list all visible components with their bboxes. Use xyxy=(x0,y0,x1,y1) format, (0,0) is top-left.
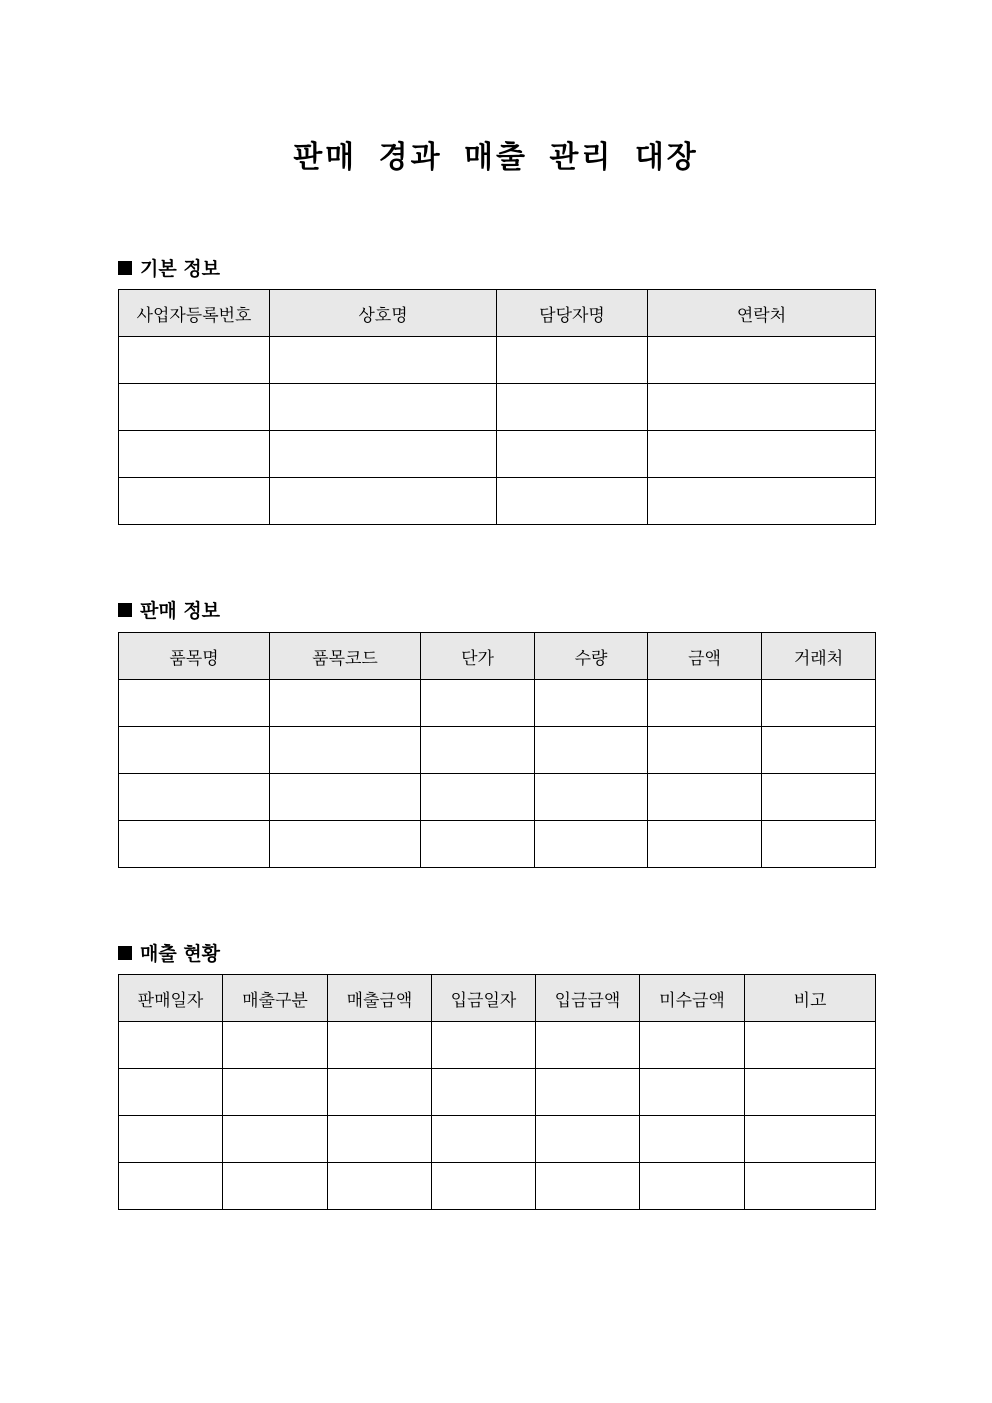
header-contact: 연락처 xyxy=(648,290,876,337)
table-row xyxy=(119,821,876,868)
table-row xyxy=(119,1022,876,1069)
section-heading-label: 매출 현황 xyxy=(140,943,221,965)
table-cell[interactable] xyxy=(223,1069,328,1116)
header-remarks: 비고 xyxy=(745,975,876,1022)
header-sale-amount: 매출금액 xyxy=(328,975,432,1022)
section-heading-label: 판매 정보 xyxy=(140,600,221,622)
revenue-status-table xyxy=(118,974,876,1210)
table-cell[interactable] xyxy=(762,727,876,774)
section-heading-basic xyxy=(118,254,220,281)
header-company-name: 상호명 xyxy=(270,290,497,337)
header-sale-type: 매출구분 xyxy=(223,975,328,1022)
table-cell[interactable] xyxy=(648,680,762,727)
table-cell[interactable] xyxy=(270,774,421,821)
table-cell[interactable] xyxy=(648,431,876,478)
table-cell[interactable] xyxy=(497,337,648,384)
header-item-name: 품목명 xyxy=(119,633,270,680)
table-cell[interactable] xyxy=(223,1116,328,1163)
table-cell[interactable] xyxy=(640,1069,745,1116)
table-cell[interactable] xyxy=(536,1069,640,1116)
table-cell[interactable] xyxy=(648,727,762,774)
table-cell[interactable] xyxy=(745,1022,876,1069)
table-row xyxy=(119,1069,876,1116)
header-deposit-date: 입금일자 xyxy=(432,975,536,1022)
table-cell[interactable] xyxy=(119,680,270,727)
table-cell[interactable] xyxy=(270,384,497,431)
table-cell[interactable] xyxy=(432,1116,536,1163)
table-row xyxy=(119,680,876,727)
table-cell[interactable] xyxy=(421,727,535,774)
table-cell[interactable] xyxy=(223,1163,328,1210)
table-cell[interactable] xyxy=(328,1069,432,1116)
table-cell[interactable] xyxy=(535,680,648,727)
table-cell[interactable] xyxy=(328,1163,432,1210)
table-cell[interactable] xyxy=(270,727,421,774)
header-quantity: 수량 xyxy=(535,633,648,680)
table-row xyxy=(119,384,876,431)
table-cell[interactable] xyxy=(640,1022,745,1069)
table-row xyxy=(119,337,876,384)
table-row xyxy=(119,727,876,774)
table-cell[interactable] xyxy=(762,680,876,727)
table-cell[interactable] xyxy=(119,1022,223,1069)
table-cell[interactable] xyxy=(119,727,270,774)
table-cell[interactable] xyxy=(497,478,648,525)
sales-info-table xyxy=(118,632,876,868)
table-cell[interactable] xyxy=(270,337,497,384)
table-cell[interactable] xyxy=(745,1116,876,1163)
table-header-row xyxy=(119,290,876,337)
table-cell[interactable] xyxy=(497,431,648,478)
table-cell[interactable] xyxy=(745,1069,876,1116)
table-cell[interactable] xyxy=(421,680,535,727)
table-cell[interactable] xyxy=(536,1116,640,1163)
table-row xyxy=(119,1163,876,1210)
table-cell[interactable] xyxy=(535,821,648,868)
table-cell[interactable] xyxy=(119,384,270,431)
table-cell[interactable] xyxy=(421,774,535,821)
black-square-icon xyxy=(118,946,132,960)
table-cell[interactable] xyxy=(328,1022,432,1069)
header-deposit-amount: 입금금액 xyxy=(536,975,640,1022)
table-cell[interactable] xyxy=(432,1069,536,1116)
header-manager-name: 담당자명 xyxy=(497,290,648,337)
table-cell[interactable] xyxy=(432,1022,536,1069)
table-cell[interactable] xyxy=(648,384,876,431)
table-cell[interactable] xyxy=(270,680,421,727)
table-cell[interactable] xyxy=(119,1116,223,1163)
table-cell[interactable] xyxy=(762,774,876,821)
table-cell[interactable] xyxy=(536,1022,640,1069)
section-heading-label: 기본 정보 xyxy=(140,258,221,280)
basic-info-table xyxy=(118,289,876,525)
table-header-row xyxy=(119,975,876,1022)
table-cell[interactable] xyxy=(432,1163,536,1210)
table-cell[interactable] xyxy=(640,1163,745,1210)
black-square-icon xyxy=(118,603,132,617)
table-cell[interactable] xyxy=(535,727,648,774)
table-cell[interactable] xyxy=(328,1116,432,1163)
table-cell[interactable] xyxy=(270,821,421,868)
table-cell[interactable] xyxy=(119,1069,223,1116)
table-cell[interactable] xyxy=(119,337,270,384)
table-cell[interactable] xyxy=(223,1022,328,1069)
header-sale-date: 판매일자 xyxy=(119,975,223,1022)
table-cell[interactable] xyxy=(119,478,270,525)
header-item-code: 품목코드 xyxy=(270,633,421,680)
table-cell[interactable] xyxy=(762,821,876,868)
table-cell[interactable] xyxy=(745,1163,876,1210)
table-row xyxy=(119,1116,876,1163)
table-header-row xyxy=(119,633,876,680)
table-cell[interactable] xyxy=(119,1163,223,1210)
black-square-icon xyxy=(118,261,132,275)
table-cell[interactable] xyxy=(648,478,876,525)
table-cell[interactable] xyxy=(119,774,270,821)
header-outstanding-amount: 미수금액 xyxy=(640,975,745,1022)
section-heading-sales xyxy=(118,596,220,623)
table-cell[interactable] xyxy=(497,384,648,431)
table-cell[interactable] xyxy=(270,431,497,478)
header-amount: 금액 xyxy=(648,633,762,680)
table-cell[interactable] xyxy=(536,1163,640,1210)
table-row xyxy=(119,478,876,525)
header-client: 거래처 xyxy=(762,633,876,680)
table-cell[interactable] xyxy=(648,337,876,384)
page-title: 판매 경과 매출 관리 대장 xyxy=(293,140,699,175)
table-cell[interactable] xyxy=(648,821,762,868)
table-cell[interactable] xyxy=(421,821,535,868)
header-unit-price: 단가 xyxy=(421,633,535,680)
table-cell[interactable] xyxy=(270,478,497,525)
table-row xyxy=(119,774,876,821)
table-row xyxy=(119,431,876,478)
header-business-number: 사업자등록번호 xyxy=(119,290,270,337)
table-cell[interactable] xyxy=(119,431,270,478)
table-cell[interactable] xyxy=(640,1116,745,1163)
table-cell[interactable] xyxy=(119,821,270,868)
table-cell[interactable] xyxy=(535,774,648,821)
section-heading-revenue xyxy=(118,939,220,966)
table-cell[interactable] xyxy=(648,774,762,821)
